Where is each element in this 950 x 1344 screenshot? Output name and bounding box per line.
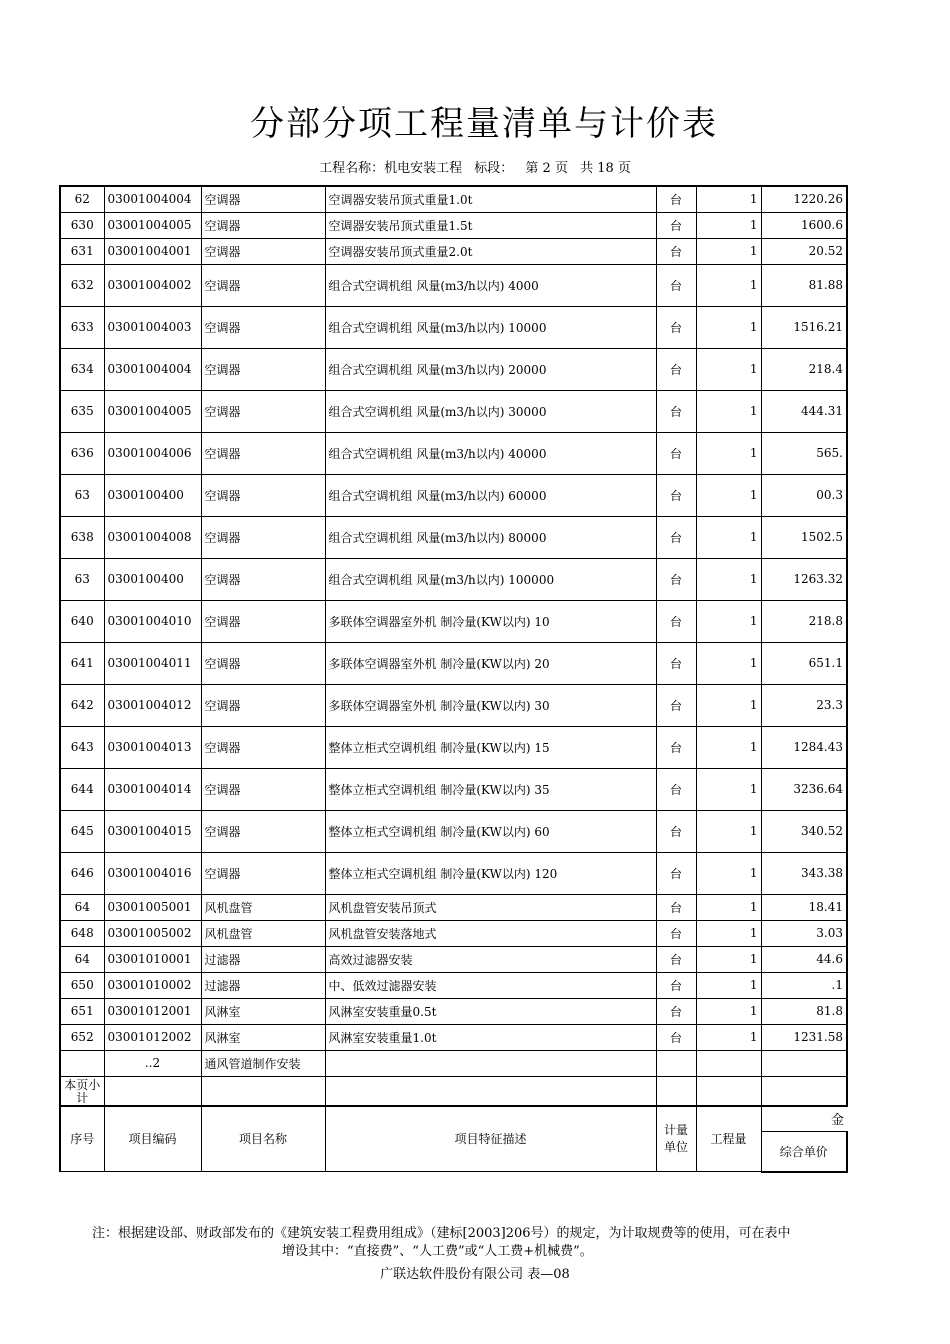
row-price: 3.03 (761, 920, 847, 946)
row-unit: 台 (656, 684, 696, 726)
row-desc: 风淋室安装重量0.5t (325, 998, 656, 1024)
row-code: 03001005002 (104, 920, 201, 946)
meta-line (0, 157, 950, 176)
row-no: 651 (60, 998, 104, 1024)
row-unit: 台 (656, 810, 696, 852)
row-code: 03001004006 (104, 432, 201, 474)
table-row (60, 768, 847, 810)
row-code: 03001005001 (104, 894, 201, 920)
table-row (60, 946, 847, 972)
row-unit: 台 (656, 998, 696, 1024)
row-code: 03001004012 (104, 684, 201, 726)
row-desc: 多联体空调器室外机 制冷量(KW以内) 20 (325, 642, 656, 684)
row-unit: 台 (656, 432, 696, 474)
row-code: 03001012002 (104, 1024, 201, 1050)
row-price: 1220.26 (761, 186, 847, 212)
row-no: 645 (60, 810, 104, 852)
row-price: 1263.32 (761, 558, 847, 600)
table-row (60, 390, 847, 432)
row-unit: 台 (656, 600, 696, 642)
header-row-1 (60, 1106, 847, 1132)
row-code: 0300100400 (104, 558, 201, 600)
row-qty: 1 (696, 946, 761, 972)
row-code: 03001010002 (104, 972, 201, 998)
row-name: 空调器 (201, 684, 325, 726)
row-unit: 台 (656, 726, 696, 768)
row-qty: 1 (696, 264, 761, 306)
row-qty: 1 (696, 558, 761, 600)
table-row (60, 998, 847, 1024)
row-qty: 1 (696, 684, 761, 726)
row-price: 651.1 (761, 642, 847, 684)
row-price: 44.6 (761, 946, 847, 972)
row-code: 0300100400 (104, 474, 201, 516)
row-no: 646 (60, 852, 104, 894)
row-code: 03001004004 (104, 186, 201, 212)
table-row (60, 1024, 847, 1050)
row-no: 650 (60, 972, 104, 998)
row-desc: 组合式空调机组 风量(m3/h以内) 20000 (325, 348, 656, 390)
row-code: 03001004016 (104, 852, 201, 894)
row-desc: 风淋室安装重量1.0t (325, 1024, 656, 1050)
page-total: 共 18 页 (580, 161, 631, 176)
table-row (60, 642, 847, 684)
row-price: 3236.64 (761, 768, 847, 810)
subtotal-label: 本页小计 (60, 1076, 104, 1106)
row-desc: 整体立柜式空调机组 制冷量(KW以内) 15 (325, 726, 656, 768)
row-unit: 台 (656, 1024, 696, 1050)
row-qty: 1 (696, 516, 761, 558)
row-price: 23.3 (761, 684, 847, 726)
row-price: 18.41 (761, 894, 847, 920)
row-code: 03001004010 (104, 600, 201, 642)
section-code: ..2 (104, 1050, 201, 1076)
row-no: 634 (60, 348, 104, 390)
row-qty: 1 (696, 238, 761, 264)
row-price: 81.8 (761, 998, 847, 1024)
row-desc: 风机盘管安装落地式 (325, 920, 656, 946)
row-price: 444.31 (761, 390, 847, 432)
table-row (60, 684, 847, 726)
row-desc: 高效过滤器安装 (325, 946, 656, 972)
row-unit: 台 (656, 920, 696, 946)
page-number: 第 2 页 (525, 161, 568, 176)
subtotal-row (60, 1076, 847, 1106)
table-row (60, 600, 847, 642)
row-desc: 组合式空调机组 风量(m3/h以内) 80000 (325, 516, 656, 558)
row-desc: 整体立柜式空调机组 制冷量(KW以内) 60 (325, 810, 656, 852)
row-code: 03001004001 (104, 238, 201, 264)
row-qty: 1 (696, 306, 761, 348)
row-qty: 1 (696, 894, 761, 920)
row-qty: 1 (696, 600, 761, 642)
row-code: 03001004008 (104, 516, 201, 558)
table-row (60, 972, 847, 998)
row-no: 638 (60, 516, 104, 558)
table-row (60, 212, 847, 238)
row-unit: 台 (656, 474, 696, 516)
row-unit: 台 (656, 348, 696, 390)
project-name: 工程名称：机电安装工程 (319, 161, 463, 176)
row-qty: 1 (696, 998, 761, 1024)
table-row (60, 516, 847, 558)
row-no: 636 (60, 432, 104, 474)
row-price: 00.3 (761, 474, 847, 516)
row-name: 空调器 (201, 852, 325, 894)
row-no: 64 (60, 946, 104, 972)
table-row (60, 920, 847, 946)
row-no: 648 (60, 920, 104, 946)
table-row (60, 432, 847, 474)
row-qty: 1 (696, 852, 761, 894)
row-unit: 台 (656, 306, 696, 348)
note-line-1: 注：根据建设部、财政部发布的《建筑安装工程费用组成》（建标[2003]206号）的规定，为计取规费等的使用，可在表中 (92, 1226, 791, 1241)
row-name: 风机盘管 (201, 920, 325, 946)
table-row (60, 264, 847, 306)
row-unit: 台 (656, 390, 696, 432)
row-desc: 整体立柜式空调机组 制冷量(KW以内) 35 (325, 768, 656, 810)
row-name: 空调器 (201, 348, 325, 390)
row-desc: 多联体空调器室外机 制冷量(KW以内) 10 (325, 600, 656, 642)
row-desc: 组合式空调机组 风量(m3/h以内) 60000 (325, 474, 656, 516)
row-price: 218.4 (761, 348, 847, 390)
row-no: 641 (60, 642, 104, 684)
row-price: 1502.5 (761, 516, 847, 558)
row-price: .1 (761, 972, 847, 998)
row-name: 空调器 (201, 768, 325, 810)
row-unit: 台 (656, 972, 696, 998)
row-name: 风淋室 (201, 1024, 325, 1050)
row-qty: 1 (696, 642, 761, 684)
header-price: 综合单价 (761, 1132, 847, 1172)
row-price: 218.8 (761, 600, 847, 642)
row-unit: 台 (656, 768, 696, 810)
row-qty: 1 (696, 972, 761, 998)
row-code: 03001010001 (104, 946, 201, 972)
row-name: 空调器 (201, 726, 325, 768)
row-name: 空调器 (201, 186, 325, 212)
row-no: 630 (60, 212, 104, 238)
row-unit: 台 (656, 852, 696, 894)
row-price: 81.88 (761, 264, 847, 306)
row-price: 1231.58 (761, 1024, 847, 1050)
table-body (60, 186, 847, 1050)
row-qty: 1 (696, 768, 761, 810)
header-code: 项目编码 (104, 1106, 201, 1172)
row-name: 空调器 (201, 810, 325, 852)
row-name: 空调器 (201, 516, 325, 558)
row-price: 340.52 (761, 810, 847, 852)
row-unit: 台 (656, 186, 696, 212)
footer: 广联达软件股份有限公司 表—08 (380, 1267, 570, 1282)
row-code: 03001004013 (104, 726, 201, 768)
row-unit: 台 (656, 264, 696, 306)
row-no: 632 (60, 264, 104, 306)
header-amount: 金 (761, 1106, 847, 1132)
row-unit: 台 (656, 238, 696, 264)
row-name: 风机盘管 (201, 894, 325, 920)
row-no: 631 (60, 238, 104, 264)
row-code: 03001004005 (104, 390, 201, 432)
table-row (60, 474, 847, 516)
row-price: 1516.21 (761, 306, 847, 348)
row-name: 空调器 (201, 600, 325, 642)
row-desc: 组合式空调机组 风量(m3/h以内) 10000 (325, 306, 656, 348)
row-name: 空调器 (201, 306, 325, 348)
row-no: 643 (60, 726, 104, 768)
row-code: 03001004003 (104, 306, 201, 348)
row-code: 03001012001 (104, 998, 201, 1024)
row-qty: 1 (696, 810, 761, 852)
table-row (60, 186, 847, 212)
row-unit: 台 (656, 516, 696, 558)
row-no: 63 (60, 474, 104, 516)
table-row (60, 726, 847, 768)
row-price: 1284.43 (761, 726, 847, 768)
row-unit: 台 (656, 642, 696, 684)
row-desc: 组合式空调机组 风量(m3/h以内) 30000 (325, 390, 656, 432)
row-name: 风淋室 (201, 998, 325, 1024)
row-qty: 1 (696, 920, 761, 946)
row-name: 空调器 (201, 212, 325, 238)
row-name: 空调器 (201, 474, 325, 516)
row-desc: 空调器安装吊顶式重量2.0t (325, 238, 656, 264)
table-row (60, 810, 847, 852)
row-desc: 风机盘管安装吊顶式 (325, 894, 656, 920)
header-unit: 计量单位 (656, 1106, 696, 1172)
section-name: 通风管道制作安装 (201, 1050, 325, 1076)
row-desc: 组合式空调机组 风量(m3/h以内) 100000 (325, 558, 656, 600)
header-no: 序号 (60, 1106, 104, 1172)
row-desc: 组合式空调机组 风量(m3/h以内) 4000 (325, 264, 656, 306)
row-price: 565. (761, 432, 847, 474)
row-name: 空调器 (201, 642, 325, 684)
row-unit: 台 (656, 946, 696, 972)
row-no: 640 (60, 600, 104, 642)
row-desc: 多联体空调器室外机 制冷量(KW以内) 30 (325, 684, 656, 726)
row-no: 633 (60, 306, 104, 348)
row-no: 644 (60, 768, 104, 810)
row-name: 过滤器 (201, 972, 325, 998)
row-unit: 台 (656, 212, 696, 238)
row-no: 62 (60, 186, 104, 212)
table-row (60, 894, 847, 920)
row-no: 64 (60, 894, 104, 920)
row-qty: 1 (696, 1024, 761, 1050)
row-code: 03001004011 (104, 642, 201, 684)
table-row (60, 306, 847, 348)
row-desc: 中、低效过滤器安装 (325, 972, 656, 998)
table-row (60, 238, 847, 264)
header-name: 项目名称 (201, 1106, 325, 1172)
table-row (60, 852, 847, 894)
table-row (60, 348, 847, 390)
row-code: 03001004005 (104, 212, 201, 238)
row-code: 03001004015 (104, 810, 201, 852)
note (92, 1225, 882, 1261)
table-row (60, 558, 847, 600)
row-no: 635 (60, 390, 104, 432)
section-row (60, 1050, 847, 1076)
row-price: 1600.6 (761, 212, 847, 238)
note-line-2: 增设其中：“直接费”、“人工费”或“人工费+机械费”。 (282, 1244, 593, 1259)
row-desc: 空调器安装吊顶式重量1.0t (325, 186, 656, 212)
row-code: 03001004004 (104, 348, 201, 390)
row-price: 20.52 (761, 238, 847, 264)
row-name: 空调器 (201, 238, 325, 264)
row-code: 03001004014 (104, 768, 201, 810)
row-name: 空调器 (201, 558, 325, 600)
row-name: 空调器 (201, 264, 325, 306)
row-no: 652 (60, 1024, 104, 1050)
row-qty: 1 (696, 212, 761, 238)
row-desc: 组合式空调机组 风量(m3/h以内) 40000 (325, 432, 656, 474)
row-name: 过滤器 (201, 946, 325, 972)
row-qty: 1 (696, 432, 761, 474)
header-qty: 工程量 (696, 1106, 761, 1172)
row-code: 03001004002 (104, 264, 201, 306)
bill-table (59, 185, 848, 1173)
row-qty: 1 (696, 186, 761, 212)
row-desc: 空调器安装吊顶式重量1.5t (325, 212, 656, 238)
row-unit: 台 (656, 558, 696, 600)
row-no: 642 (60, 684, 104, 726)
row-qty: 1 (696, 348, 761, 390)
page-title: 分部分项工程量清单与计价表 (250, 104, 718, 144)
row-qty: 1 (696, 474, 761, 516)
row-price: 343.38 (761, 852, 847, 894)
header-desc: 项目特征描述 (325, 1106, 656, 1172)
row-qty: 1 (696, 726, 761, 768)
row-name: 空调器 (201, 432, 325, 474)
row-desc: 整体立柜式空调机组 制冷量(KW以内) 120 (325, 852, 656, 894)
row-unit: 台 (656, 894, 696, 920)
row-qty: 1 (696, 390, 761, 432)
section-label: 标段： (474, 161, 514, 176)
row-name: 空调器 (201, 390, 325, 432)
row-no: 63 (60, 558, 104, 600)
